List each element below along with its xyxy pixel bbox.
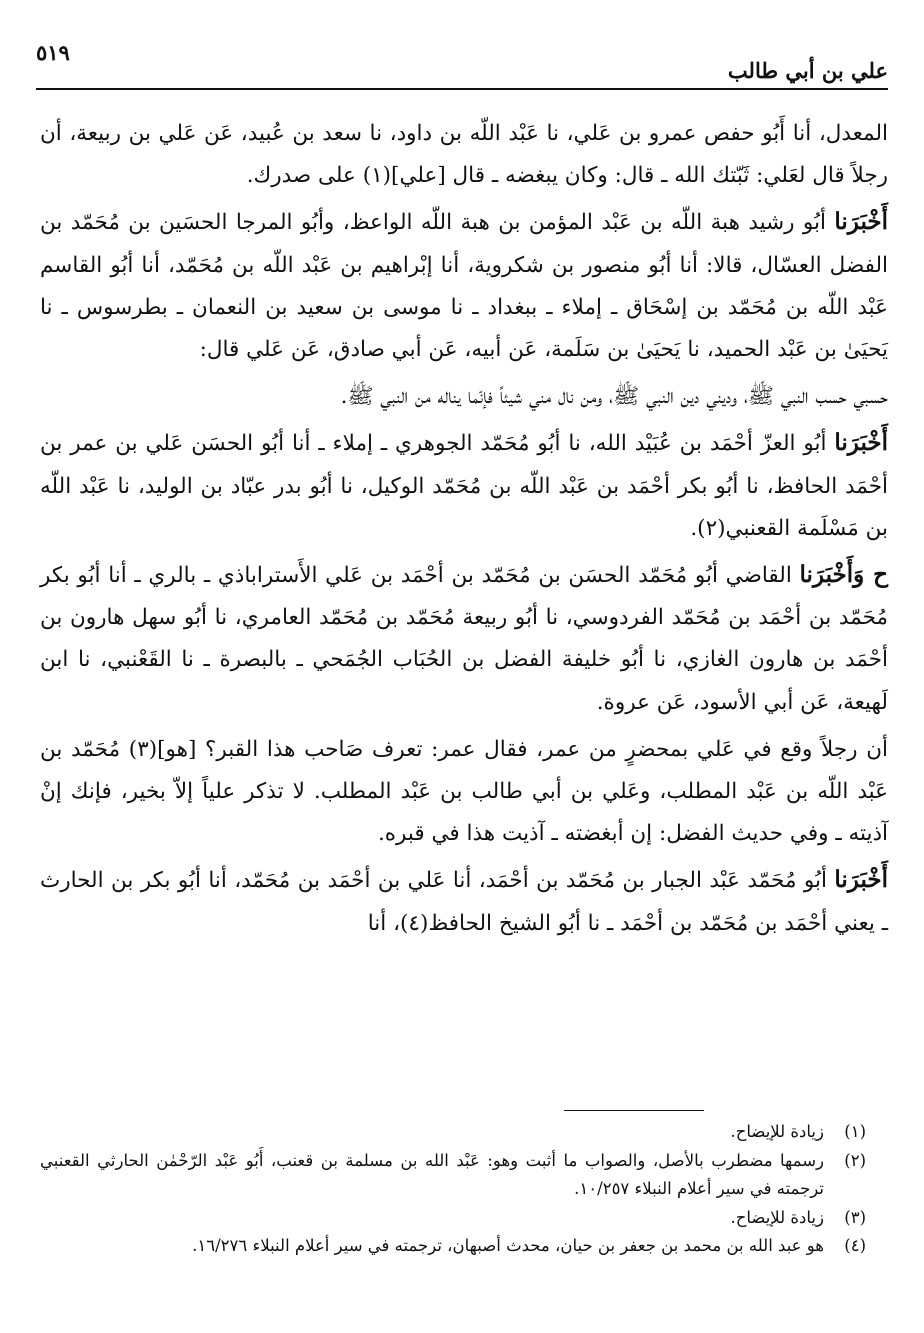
footnote-divider (564, 1110, 704, 1111)
paragraph-text: أبُو مُحَمّد عَبْد الجبار بن مُحَمّد بن أحْمَد، أنا عَلي بن أحْمَد بن مُحَمّد، أنا أبُو بكر بن الحارث ـ يعني أحْمَد بن مُحَمّد بن أحْمَد ـ نا أبُو الشيخ الحافظ(٤)، أنا (40, 868, 888, 936)
paragraph (40, 554, 888, 724)
paragraph (40, 375, 888, 418)
footnote-number: (١) (844, 1122, 866, 1141)
footnote-number: (٤) (844, 1236, 866, 1255)
paragraph-lead: أَخْبَرَنا (834, 208, 888, 236)
footnote-item (40, 1118, 866, 1147)
paragraph-text: أبُو العزّ أحْمَد بن عُبَيْد الله، نا أبُو مُحَمّد الجوهري ـ إملاء ـ أنا أبُو الحسَن عَلي بن عمر بن أحْمَد الحافظ، نا أبُو بكر أحْمَد بن عَبْد اللّه بن مُحَمّد الوكيل، نا أبُو بدر عبّاد بن الوليد، نا عَبْد اللّه بن مَسْلَمة القعنبي(٢). (40, 431, 888, 541)
page-number: ٥١٩ (36, 40, 70, 65)
paragraph (40, 112, 888, 197)
paragraph-text: المعدل، أنا أَبُو حفص عمرو بن عَلي، نا عَبْد اللّه بن داود، نا سعد بن عُبيد، عَن عَلي بن ربيعة، أن رجلاً قال لعَلي: ثَبّتك الله ـ قال: وكان يبغضه ـ قال [علي](١) على صدرك. (40, 121, 888, 189)
footnotes (40, 1118, 866, 1261)
page-header (36, 40, 888, 84)
paragraph (40, 201, 888, 371)
footnote-number: (٢) (844, 1150, 866, 1170)
footnote-text: هو عبد الله بن محمد بن جعفر بن حيان، محدث أصبهان، ترجمته في سير أعلام النبلاء ١٦/٢٧٦. (192, 1236, 824, 1255)
footnote-text: زيادة للإيضاح. (730, 1122, 824, 1141)
paragraph-lead: أَخْبَرَنا (834, 429, 888, 457)
paragraph-text: أن رجلاً وقع في عَلي بمحضرٍ من عمر، فقال عمر: تعرف صَاحب هذا القبر؟ [هو](٣) مُحَمّد بن عَبْد اللّه بن عَبْد المطلب، وعَلي بن أبي طالب بن عَبْد المطلب. لا تذكر علياً إلاّ بخير، فإنك إنْ آذيته ـ وفي حديث الفضل: إن أبغضته ـ آذيت هذا في قبره. (40, 736, 888, 847)
paragraph-lead: ح وَأَخْبَرَنا (799, 561, 889, 589)
footnote-item (40, 1204, 866, 1233)
footnote-text: زيادة للإيضاح. (730, 1207, 824, 1227)
paragraph-text: أبُو رشيد هبة اللّه بن عَبْد المؤمن بن هبة اللّه الواعظ، وأبُو المرجا الحسَين بن مُحَمّد بن الفضل العسّال، قالا: أنا أبُو منصور بن شكروية، أنا إبْراهيم بن عَبْد اللّه بن مُحَمّد، أنا أبُو القاسم عَبْد اللّه بن مُحَمّد بن إسْحَاق ـ إملاء ـ ببغداد ـ نا موسى بن سعيد بن النعمان ـ بطرسوس ـ نا يَحيَىٰ بن عَبْد الحميد، نا يَحيَىٰ بن سَلَمة، عَن أبيه، عَن أبي صادق، عَن عَلي قال: (40, 210, 888, 363)
footnote-number: (٣) (844, 1207, 866, 1227)
paragraph-text: القاضي أبُو مُحَمّد الحسَن بن مُحَمّد بن أحْمَد بن عَلي الأَستراباذي ـ بالري ـ أنا أبُو بكر مُحَمّد بن أحْمَد بن مُحَمّد الفردوسي، نا أبُو ربيعة مُحَمّد بن مُحَمّد العامري، نا أبُو سهل هارون بن أحْمَد بن هارون الغازي، نا أبُو خليفة الفضل بن الحُبَاب الجُمَحي ـ بالبصرة ـ نا القَعْنبي، نا ابن لَهيعة، عَن أبي الأسود، عَن عروة. (40, 563, 888, 715)
paragraph (40, 422, 888, 550)
paragraph-text: حسبي حسب النبي ﷺ، وديني دين النبي ﷺ، ومن نال مني شيئاً فإنّما يناله من النبي ﷺ. (340, 384, 888, 410)
paragraph-lead: أَخْبَرَنا (834, 866, 888, 894)
footnote-text: رسمها مضطرب بالأصل، والصواب ما أثبت وهو: عَبْد الله بن مسلمة بن قعنب، أَبُو عَبْد الرّحْمٰن الحارثي القعنبي ترجمته في سير أعلام النبلاء ١٠/٢٥٧. (40, 1150, 824, 1198)
paragraph (40, 859, 888, 944)
running-head: علي بن أبي طالب (727, 58, 888, 83)
main-text (40, 112, 888, 945)
header-divider (36, 88, 888, 90)
footnote-item (40, 1147, 866, 1204)
paragraph (40, 728, 888, 856)
footnote-item (40, 1232, 866, 1261)
